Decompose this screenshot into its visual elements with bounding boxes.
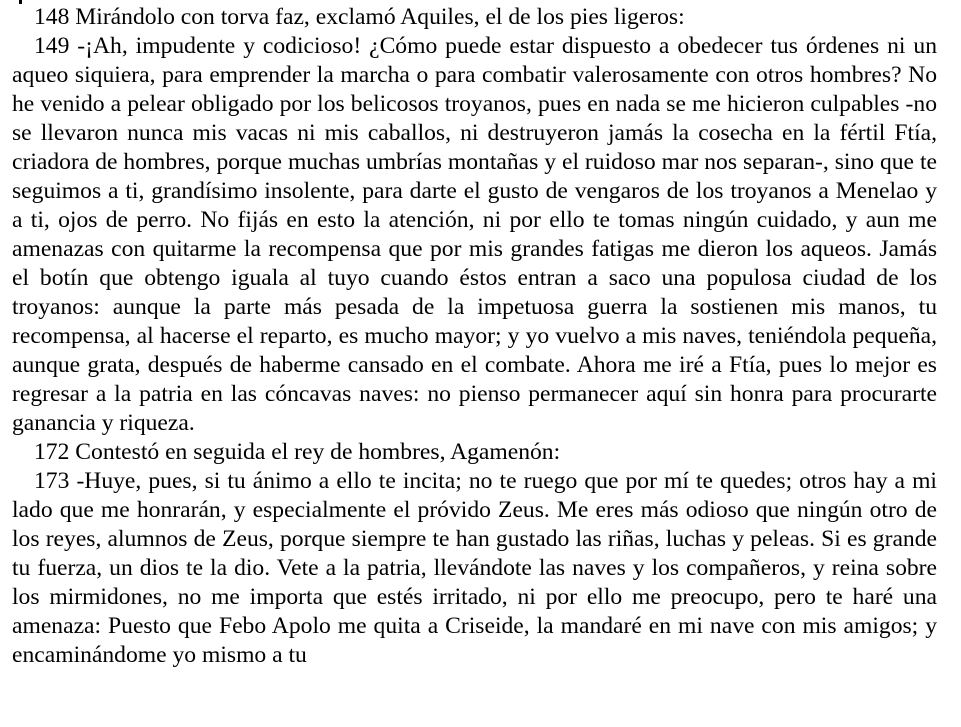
paragraph-173: 173 -Huye, pues, si tu ánimo a ello te incita; no te ruego que por mí te quedes; otros hay a mi lado que me honrarán, y especialmente el próvido Zeus. Me eres más odioso que ningún otro de los reyes, alumnos de Zeus, porque siempre te han gustado las riñas, luchas y peleas. Si es grande tu fuerza, un dios te la dio. Vete a la patria, llevándote las naves y los compañeros, y reina sobre los mirmidones, no me importa que estés irritado, ni por ello me preocupo, pero te haré una amenaza: Puesto que Febo Apolo me quita a Criseide, la mandaré en mi nave con mis amigos; y encaminándome yo mismo a tu (12, 468, 937, 668)
paragraph-172: 172 Contestó en seguida el rey de hombres, Agamenón: (34, 439, 561, 465)
document-text (12, 3, 937, 670)
paragraph-148: 148 Mirándolo con torva faz, exclamó Aquiles, el de los pies ligeros: (34, 4, 685, 30)
paragraph-149: 149 -¡Ah, impudente y codicioso! ¿Cómo puede estar dispuesto a obedecer tus órdenes ni un aqueo siquiera, para emprender la marcha o para combatir valerosamente con otros hombres? No he venido a pelear obligado por los belicosos troyanos, pues en nada se me hicieron culpables -no se llevaron nunca mis vacas ni mis caballos, ni destruyeron jamás la cosecha en la fértil Ftía, criadora de hombres, porque muchas umbrías montañas y el ruidoso mar nos separan-, sino que te seguimos a ti, grandísimo insolente, para darte el gusto de vengaros de los troyanos a Menelao y a ti, ojos de perro. No fijás en esto la atención, ni por ello te tomas ningún cuidado, y aun me amenazas con quitarme la recompensa que por mis grandes fatigas me dieron los aqueos. Jamás el botín que obtengo iguala al tuyo cuando éstos entran a saco una populosa ciudad de los troyanos: aunque la parte más pesada de la impetuosa guerra la sostienen mis manos, tu recompensa, al hacerse el reparto, es mucho mayor; y yo vuelvo a mis naves, teniéndola pequeña, aunque grata, después de haberme cansado en el combate. Ahora me iré a Ftía, pues lo mejor es regresar a la patria en las cóncavas naves: no pienso permanecer aquí sin honra para procurarte ganancia y riqueza. (12, 33, 937, 436)
